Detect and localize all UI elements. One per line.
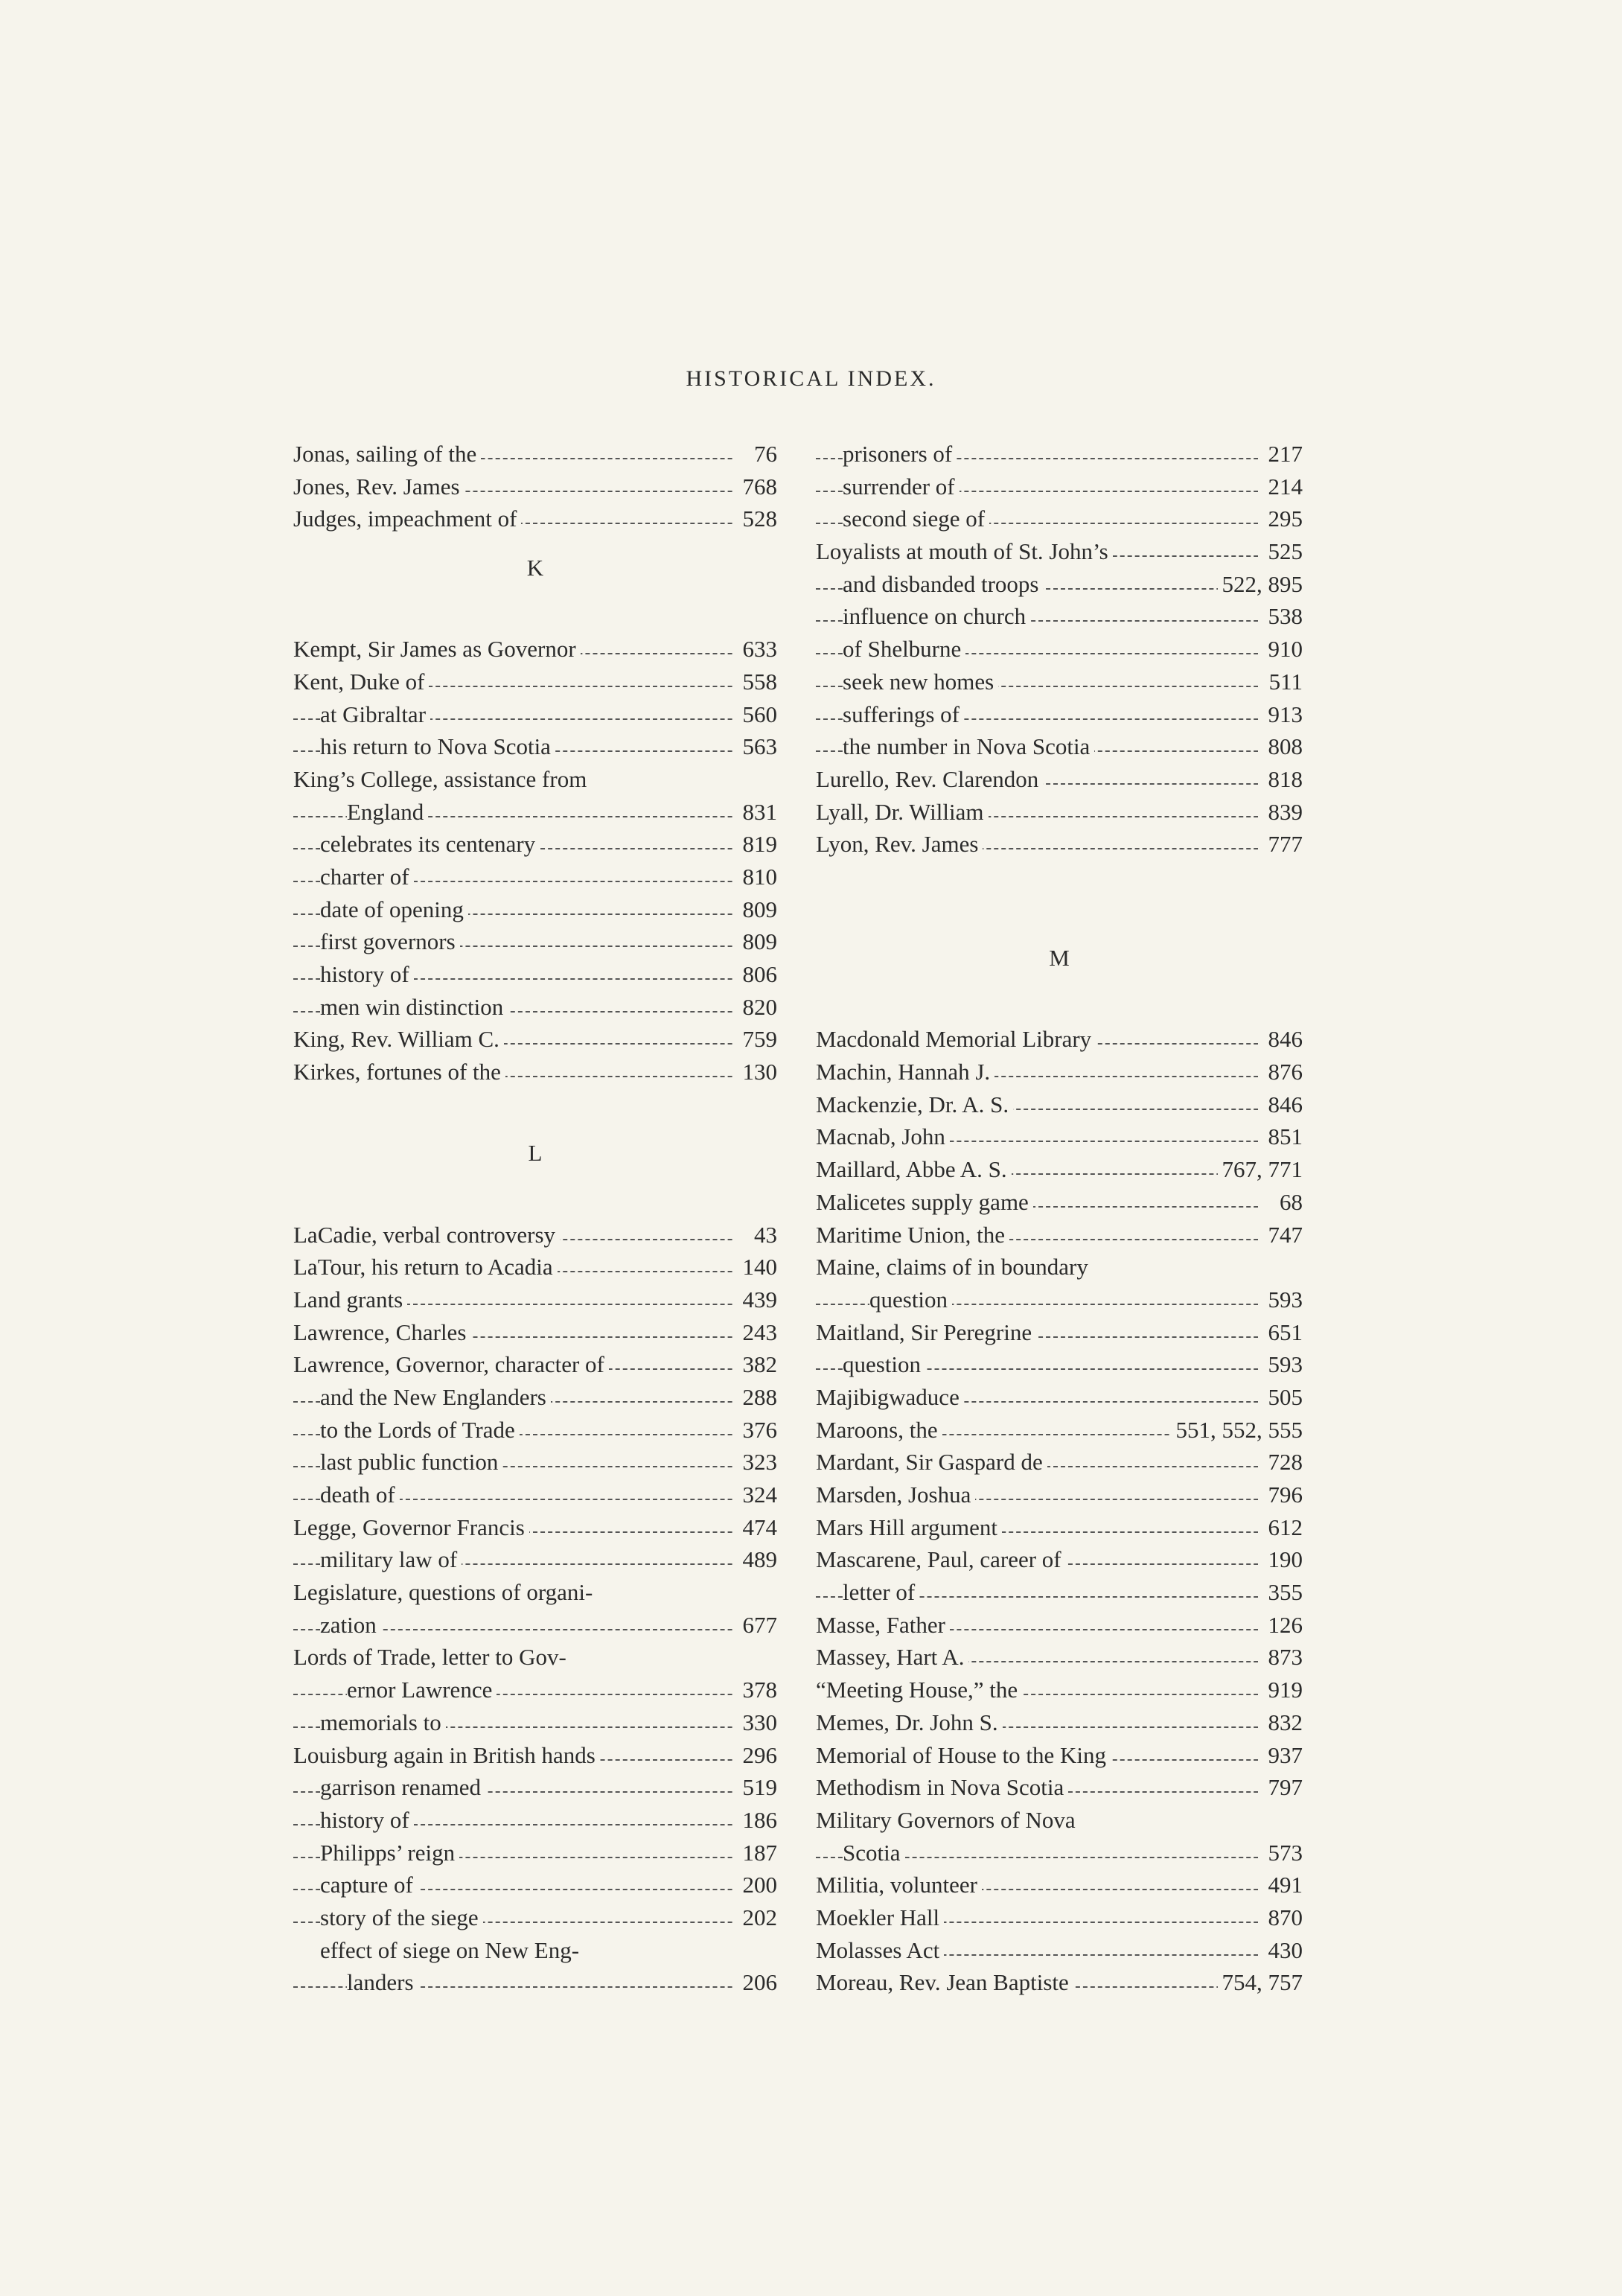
entry-text: Land grants <box>293 1286 407 1313</box>
index-entry <box>293 991 777 1024</box>
index-entry <box>293 1414 777 1447</box>
entry-text: Maine, claims of in boundary <box>816 1254 1088 1281</box>
page-number: 140 <box>732 1251 777 1283</box>
entry-text: Legge, Governor Francis <box>293 1514 529 1540</box>
page-number: 767, 771 <box>1218 1153 1303 1186</box>
page-number: 747 <box>1258 1219 1303 1251</box>
index-entry <box>293 503 777 535</box>
index-entry <box>293 471 777 503</box>
page-number: 870 <box>1258 1901 1303 1934</box>
entry-text: question <box>843 1351 925 1377</box>
index-entry <box>816 535 1303 568</box>
entry-text: Lyall, Dr. William <box>816 799 989 825</box>
entry-text: Machin, Hannah J. <box>816 1059 994 1085</box>
page-number: 217 <box>1258 438 1303 471</box>
entry-text: England <box>347 799 428 825</box>
entry-text: Louisburg again in British hands <box>293 1742 600 1768</box>
index-entry <box>816 503 1303 535</box>
entry-text: story of the siege <box>320 1904 483 1930</box>
entry-text: history of <box>320 961 414 987</box>
spacer <box>816 991 1303 1024</box>
index-entry <box>816 1934 1303 1967</box>
page-number: 754, 757 <box>1218 1966 1303 1999</box>
index-entry <box>293 1609 777 1642</box>
index-entry <box>816 666 1303 698</box>
page-number: 651 <box>1258 1316 1303 1349</box>
index-entry <box>816 1219 1303 1251</box>
page-number: 839 <box>1258 796 1303 829</box>
index-entry <box>293 1934 777 1967</box>
page-number: 808 <box>1258 730 1303 763</box>
entry-text: question <box>869 1286 952 1313</box>
index-entry <box>293 1381 777 1414</box>
page-number: 430 <box>1258 1934 1303 1967</box>
entry-text: letter of <box>843 1579 919 1605</box>
entry-text: the number in Nova Scotia <box>843 733 1094 759</box>
page-number: 677 <box>732 1609 777 1642</box>
entry-text: Scotia <box>843 1840 905 1866</box>
index-entry <box>816 1283 1303 1316</box>
entry-text: zation <box>320 1612 381 1638</box>
page-number: 68 <box>1258 1186 1303 1219</box>
index-entry <box>816 600 1303 633</box>
index-entry <box>293 1837 777 1869</box>
entry-text: effect of siege on New Eng- <box>320 1936 580 1963</box>
entry-text: men win distinction <box>320 994 508 1020</box>
index-entry <box>293 1966 777 1999</box>
page-number: 728 <box>1258 1446 1303 1479</box>
index-entry <box>816 1706 1303 1739</box>
page-number: 573 <box>1258 1837 1303 1869</box>
spacer <box>293 600 777 633</box>
page-number: 296 <box>732 1739 777 1772</box>
index-entry <box>293 828 777 861</box>
entry-text: LaCadie, verbal controversy <box>293 1222 560 1248</box>
entry-text: first governors <box>320 928 460 954</box>
page-number: 797 <box>1258 1771 1303 1804</box>
index-entry <box>816 698 1303 731</box>
entry-text: his return to Nova Scotia <box>320 733 555 759</box>
page-number: 846 <box>1258 1088 1303 1121</box>
entry-text: Memorial of House to the King <box>816 1742 1111 1768</box>
index-entry <box>293 1056 777 1088</box>
index-entry <box>816 796 1303 829</box>
page-number: 505 <box>1258 1381 1303 1414</box>
page-number: 330 <box>732 1706 777 1739</box>
spacer <box>293 1186 777 1219</box>
entry-text: military law of <box>320 1546 462 1572</box>
entry-text: seek new homes <box>843 669 998 695</box>
section-letter: L <box>528 1140 543 1167</box>
entry-text: charter of <box>320 864 414 890</box>
index-entry <box>293 1219 777 1251</box>
entry-text: King’s College, assistance from <box>293 765 587 792</box>
index-entry <box>293 1576 777 1609</box>
page-number: 76 <box>732 438 777 471</box>
index-entry <box>293 1511 777 1544</box>
index-entry <box>816 1739 1303 1772</box>
page-number: 818 <box>1258 763 1303 796</box>
page-number: 913 <box>1258 698 1303 731</box>
index-entry <box>293 633 777 666</box>
page-number: 910 <box>1258 633 1303 666</box>
page-number: 538 <box>1258 600 1303 633</box>
index-entry <box>293 1674 777 1706</box>
page-number: 806 <box>732 958 777 991</box>
entry-text: of Shelburne <box>843 636 965 662</box>
page-number: 439 <box>732 1283 777 1316</box>
index-entry <box>293 1316 777 1349</box>
entry-text: Jones, Rev. James <box>293 473 464 500</box>
index-entry <box>293 796 777 829</box>
entry-text: Mascarene, Paul, career of <box>816 1546 1066 1572</box>
entry-text: Kempt, Sir James as Governor <box>293 636 581 662</box>
entry-text: Maitland, Sir Peregrine <box>816 1319 1036 1345</box>
page-number: 768 <box>732 471 777 503</box>
index-entry <box>816 1771 1303 1804</box>
index-entry <box>293 1023 777 1056</box>
entry-text: King, Rev. William C. <box>293 1026 504 1052</box>
page-title: HISTORICAL INDEX. <box>686 366 936 391</box>
entry-text: “Meeting House,” the <box>816 1677 1022 1703</box>
index-entry <box>816 1446 1303 1479</box>
index-entry <box>293 1251 777 1283</box>
index-entry <box>816 1414 1303 1447</box>
index-entry <box>816 828 1303 861</box>
entry-text: Maritime Union, the <box>816 1222 1009 1248</box>
index-entry <box>816 1609 1303 1642</box>
index-entry <box>293 698 777 731</box>
entry-text: landers <box>347 1969 418 1995</box>
index-entry <box>293 1706 777 1739</box>
entry-text: Marsden, Joshua <box>816 1482 975 1508</box>
entry-text: Malicetes supply game <box>816 1189 1033 1215</box>
entry-text: garrison renamed <box>320 1774 485 1800</box>
entry-text: death of <box>320 1482 400 1508</box>
entry-text: influence on church <box>843 603 1030 629</box>
page-number: 560 <box>732 698 777 731</box>
entry-text: prisoners of <box>843 441 957 467</box>
index-entry <box>293 925 777 958</box>
page-number: 563 <box>732 730 777 763</box>
index-entry <box>293 861 777 893</box>
entry-text: Moekler Hall <box>816 1904 944 1930</box>
page-number: 633 <box>732 633 777 666</box>
page-number: 355 <box>1258 1576 1303 1609</box>
page-number: 851 <box>1258 1120 1303 1153</box>
entry-text: Lawrence, Charles <box>293 1319 470 1345</box>
entry-text: Lyon, Rev. James <box>816 831 983 857</box>
entry-text: Kent, Duke of <box>293 669 429 695</box>
page-number: 202 <box>732 1901 777 1934</box>
index-entry <box>816 1869 1303 1901</box>
page-number: 819 <box>732 828 777 861</box>
entry-text: capture of <box>320 1872 418 1898</box>
page-number: 810 <box>732 861 777 893</box>
page-number: 382 <box>732 1348 777 1381</box>
entry-text: Mars Hill argument <box>816 1514 1002 1540</box>
page-number: 187 <box>732 1837 777 1869</box>
index-entry <box>816 1674 1303 1706</box>
index-entry <box>816 1348 1303 1381</box>
entry-text: Lurello, Rev. Clarendon <box>816 766 1043 792</box>
entry-text: Philipps’ reign <box>320 1840 459 1866</box>
page-number: 511 <box>1258 666 1303 698</box>
index-entry <box>816 1251 1303 1283</box>
index-entry <box>816 1316 1303 1349</box>
entry-text: Masse, Father <box>816 1612 950 1638</box>
page-number: 206 <box>732 1966 777 1999</box>
index-entry <box>293 730 777 763</box>
entry-text: Macnab, John <box>816 1123 950 1149</box>
page-number: 190 <box>1258 1543 1303 1576</box>
page-number: 243 <box>732 1316 777 1349</box>
entry-text: Majibigwaduce <box>816 1384 964 1410</box>
index-entry <box>816 730 1303 763</box>
index-entry <box>816 568 1303 601</box>
index-entry <box>293 1771 777 1804</box>
entry-text: Mardant, Sir Gaspard de <box>816 1449 1047 1475</box>
index-entry <box>816 1153 1303 1186</box>
entry-text: Methodism in Nova Scotia <box>816 1774 1068 1800</box>
index-entry <box>816 1641 1303 1674</box>
entry-text: date of opening <box>320 896 468 922</box>
index-entry <box>816 438 1303 471</box>
entry-text: celebrates its centenary <box>320 831 540 857</box>
page-number: 796 <box>1258 1479 1303 1511</box>
spacer <box>816 893 1303 926</box>
page-number: 612 <box>1258 1511 1303 1544</box>
index-entry <box>816 1543 1303 1576</box>
entry-text: Memes, Dr. John S. <box>816 1709 1003 1735</box>
page-number: 491 <box>1258 1869 1303 1901</box>
entry-text: Maroons, the <box>816 1417 942 1443</box>
page-number: 324 <box>732 1479 777 1511</box>
section-letter: M <box>1049 945 1070 972</box>
page-number: 820 <box>732 991 777 1024</box>
index-entry <box>293 1348 777 1381</box>
index-entry <box>293 1283 777 1316</box>
page-number: 378 <box>732 1674 777 1706</box>
index-column-right <box>816 438 1303 1999</box>
entry-text: Kirkes, fortunes of the <box>293 1059 505 1085</box>
index-entry <box>816 1804 1303 1837</box>
entry-text: Molasses Act <box>816 1937 944 1963</box>
index-entry <box>293 666 777 698</box>
index-entry <box>816 1576 1303 1609</box>
page-number: 214 <box>1258 471 1303 503</box>
page-number: 846 <box>1258 1023 1303 1056</box>
index-column-left <box>293 438 777 1999</box>
entry-text: sufferings of <box>843 701 964 727</box>
index-entry <box>293 958 777 991</box>
entry-text: Massey, Hart A. <box>816 1644 968 1670</box>
index-entry <box>816 1966 1303 1999</box>
entry-text: Militia, volunteer <box>816 1872 982 1898</box>
page-number: 831 <box>732 796 777 829</box>
index-entry <box>293 763 777 796</box>
index-entry <box>816 763 1303 796</box>
entry-text: memorials to <box>320 1709 446 1735</box>
page-number: 295 <box>1258 503 1303 535</box>
page-number: 186 <box>732 1804 777 1837</box>
entry-text: Moreau, Rev. Jean Baptiste <box>816 1969 1073 1995</box>
page-number: 873 <box>1258 1641 1303 1674</box>
page-number: 919 <box>1258 1674 1303 1706</box>
entry-text: LaTour, his return to Acadia <box>293 1254 558 1280</box>
entry-text: second siege of <box>843 506 989 532</box>
entry-text: Mackenzie, Dr. A. S. <box>816 1091 1013 1117</box>
page-number: 130 <box>732 1056 777 1088</box>
entry-text: and disbanded troops <box>843 571 1043 597</box>
index-entry <box>816 1088 1303 1121</box>
spacer <box>293 1088 777 1121</box>
entry-text: last public function <box>320 1449 502 1475</box>
spacer <box>816 861 1303 893</box>
entry-text: Military Governors of Nova <box>816 1806 1076 1833</box>
index-entry <box>816 1056 1303 1088</box>
index-entry <box>293 1641 777 1674</box>
entry-text: at Gibraltar <box>320 701 430 727</box>
page-number: 376 <box>732 1414 777 1447</box>
page-number: 474 <box>732 1511 777 1544</box>
index-entry <box>293 893 777 926</box>
entry-text: and the New Englanders <box>320 1384 551 1410</box>
page-number: 43 <box>732 1219 777 1251</box>
index-entry <box>293 1479 777 1511</box>
entry-text: Jonas, sailing of the <box>293 441 481 467</box>
index-entry <box>816 1511 1303 1544</box>
entry-text: surrender of <box>843 473 960 500</box>
page-number: 876 <box>1258 1056 1303 1088</box>
page-number: 809 <box>732 893 777 926</box>
entry-text: Loyalists at mouth of St. John’s <box>816 538 1113 564</box>
page-number: 937 <box>1258 1739 1303 1772</box>
page-number: 522, 895 <box>1218 568 1303 601</box>
entry-text: Lords of Trade, letter to Gov- <box>293 1644 566 1671</box>
index-entry <box>816 1479 1303 1511</box>
section-letter: K <box>526 555 544 581</box>
page-number: 525 <box>1258 535 1303 568</box>
page-number: 558 <box>732 666 777 698</box>
index-entry <box>293 438 777 471</box>
index-entry <box>293 1901 777 1934</box>
entry-text: to the Lords of Trade <box>320 1417 520 1443</box>
page-number: 551, 552, 555 <box>1172 1414 1303 1447</box>
page-number: 832 <box>1258 1706 1303 1739</box>
entry-text: Maillard, Abbe A. S. <box>816 1156 1012 1182</box>
index-entry <box>293 1804 777 1837</box>
index-entry <box>816 1023 1303 1056</box>
page-number: 593 <box>1258 1348 1303 1381</box>
entry-text: Legislature, questions of organi- <box>293 1579 593 1606</box>
page-number: 528 <box>732 503 777 535</box>
page-number: 288 <box>732 1381 777 1414</box>
page-number: 759 <box>732 1023 777 1056</box>
entry-text: ernor Lawrence <box>347 1677 497 1703</box>
index-entry <box>816 633 1303 666</box>
page-number: 200 <box>732 1869 777 1901</box>
page-number: 489 <box>732 1543 777 1576</box>
index-entry <box>293 1543 777 1576</box>
index-entry <box>816 1186 1303 1219</box>
entry-text: history of <box>320 1807 414 1833</box>
entry-text: Lawrence, Governor, character of <box>293 1351 609 1377</box>
index-entry <box>293 1739 777 1772</box>
index-entry <box>816 1381 1303 1414</box>
page-number: 519 <box>732 1771 777 1804</box>
index-entry <box>816 1901 1303 1934</box>
entry-text: Macdonald Memorial Library <box>816 1026 1096 1052</box>
index-entry <box>816 1837 1303 1869</box>
index-entry <box>293 1869 777 1901</box>
index-entry <box>816 471 1303 503</box>
page-number: 323 <box>732 1446 777 1479</box>
index-entry <box>293 1446 777 1479</box>
page-number: 809 <box>732 925 777 958</box>
index-entry <box>816 1120 1303 1153</box>
page-number: 593 <box>1258 1283 1303 1316</box>
page-number: 777 <box>1258 828 1303 861</box>
page-number: 126 <box>1258 1609 1303 1642</box>
entry-text: Judges, impeachment of <box>293 506 521 532</box>
